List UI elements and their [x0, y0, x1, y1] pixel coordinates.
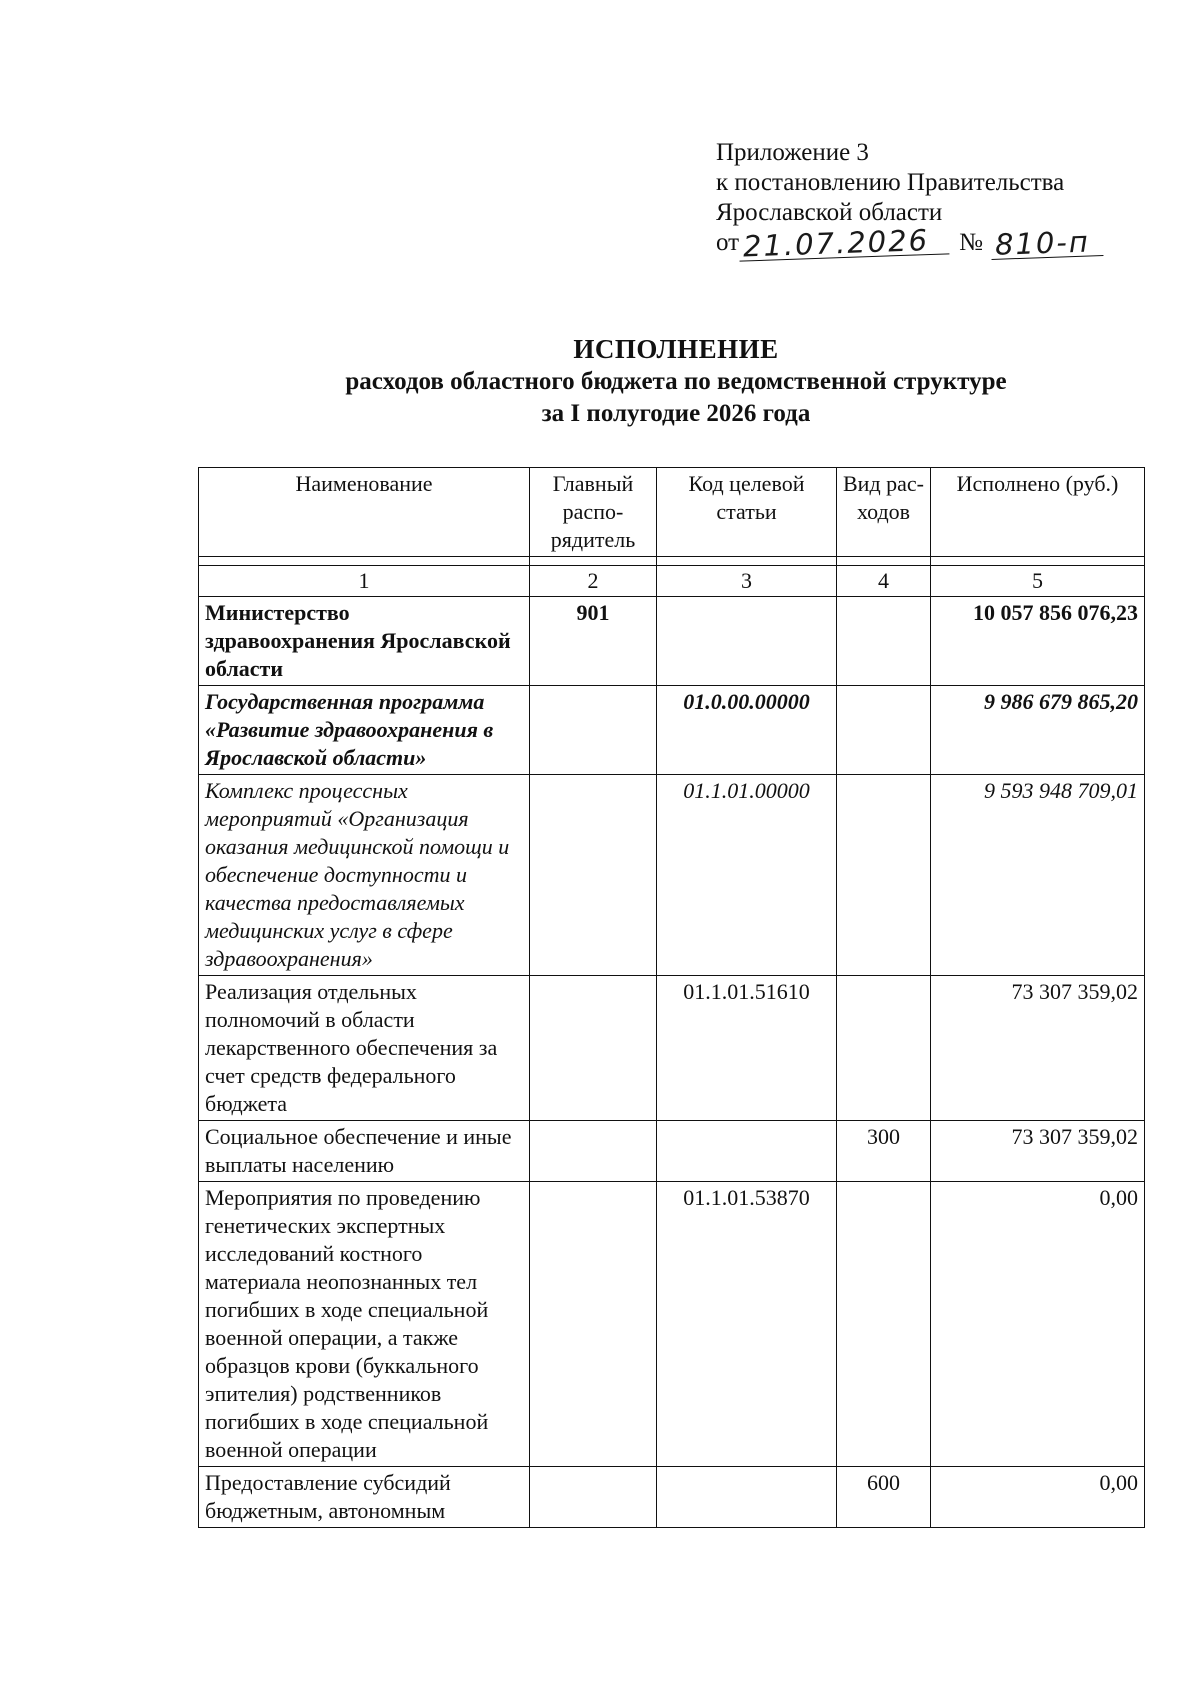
row-code: 01.1.01.53870 — [657, 1182, 837, 1467]
table-row — [199, 1467, 1145, 1528]
appendix-date-number-line — [716, 223, 1103, 264]
handwritten-number: 810-п — [990, 227, 1103, 260]
row-name: Министерство здравоохранения Ярославской области — [199, 597, 530, 686]
column-number-row — [199, 566, 1145, 597]
document-title — [200, 332, 1152, 430]
row-name: Государственная программа «Развитие здравоохранения в Ярославской области» — [199, 686, 530, 775]
row-code: 01.0.00.00000 — [657, 686, 837, 775]
row-name: Комплекс процессных мероприятий «Организация оказания медицинской помощи и обеспечение доступности и качества предоставляемых медицинских услуг в сфере здравоохранения» — [199, 775, 530, 976]
row-amount: 10 057 856 076,23 — [931, 597, 1145, 686]
row-type: 300 — [837, 1121, 931, 1182]
row-code — [657, 1121, 837, 1182]
row-name: Предоставление субсидий бюджетным, автономным — [199, 1467, 530, 1528]
row-amount: 73 307 359,02 — [931, 1121, 1145, 1182]
appendix-block — [716, 138, 1103, 264]
row-manager — [530, 686, 657, 775]
row-manager — [530, 1182, 657, 1467]
column-number: 5 — [931, 566, 1145, 597]
from-label: от — [716, 229, 740, 256]
row-manager: 901 — [530, 597, 657, 686]
table-row — [199, 597, 1145, 686]
column-number: 3 — [657, 566, 837, 597]
row-code: 01.1.01.00000 — [657, 775, 837, 976]
row-amount: 9 986 679 865,20 — [931, 686, 1145, 775]
table-header-row — [199, 468, 1145, 557]
title-line-3: за I полугодие 2026 года — [541, 400, 811, 427]
row-name: Мероприятия по проведению генетических экспертных исследований костного материала неопознанных тел погибших в ходе специальной военной операции, а также образцов крови (буккального эпителия) родственников погибших в ходе специальной военной операции — [199, 1182, 530, 1467]
title-main: ИСПОЛНЕНИЕ — [573, 334, 779, 364]
table-row — [199, 1182, 1145, 1467]
row-manager — [530, 1121, 657, 1182]
row-amount: 0,00 — [931, 1467, 1145, 1528]
header-manager: Главный распо-рядитель — [530, 468, 657, 557]
row-amount: 0,00 — [931, 1182, 1145, 1467]
row-code — [657, 597, 837, 686]
row-name: Реализация отдельных полномочий в области лекарственного обеспечения за счет средств федерального бюджета — [199, 976, 530, 1121]
table-row — [199, 976, 1145, 1121]
header-separator — [199, 557, 1145, 566]
header-executed: Исполнено (руб.) — [931, 468, 1145, 557]
number-label: № — [959, 229, 983, 256]
appendix-title: Приложение 3 — [716, 139, 869, 166]
row-amount: 73 307 359,02 — [931, 976, 1145, 1121]
budget-table — [198, 467, 1145, 1528]
row-manager — [530, 976, 657, 1121]
row-type — [837, 597, 931, 686]
row-manager — [530, 1467, 657, 1528]
title-line-2: расходов областного бюджета по ведомственной структуре — [345, 368, 1007, 395]
column-number: 1 — [199, 566, 530, 597]
row-code: 01.1.01.51610 — [657, 976, 837, 1121]
row-type — [837, 1182, 931, 1467]
row-name: Социальное обеспечение и иные выплаты населению — [199, 1121, 530, 1182]
row-code — [657, 1467, 837, 1528]
header-type: Вид рас-ходов — [837, 468, 931, 557]
header-name: Наименование — [199, 468, 530, 557]
table-row — [199, 775, 1145, 976]
header-code: Код целевой статьи — [657, 468, 837, 557]
table-row — [199, 686, 1145, 775]
table-row — [199, 1121, 1145, 1182]
appendix-resolution-line: к постановлению Правительства — [716, 169, 1065, 196]
row-type — [837, 686, 931, 775]
row-type: 600 — [837, 1467, 931, 1528]
handwritten-date: 21.07.2026 — [739, 225, 950, 261]
column-number: 2 — [530, 566, 657, 597]
row-type — [837, 976, 931, 1121]
row-type — [837, 775, 931, 976]
row-amount: 9 593 948 709,01 — [931, 775, 1145, 976]
column-number: 4 — [837, 566, 931, 597]
appendix-region-line: Ярославской области — [716, 199, 943, 226]
row-manager — [530, 775, 657, 976]
